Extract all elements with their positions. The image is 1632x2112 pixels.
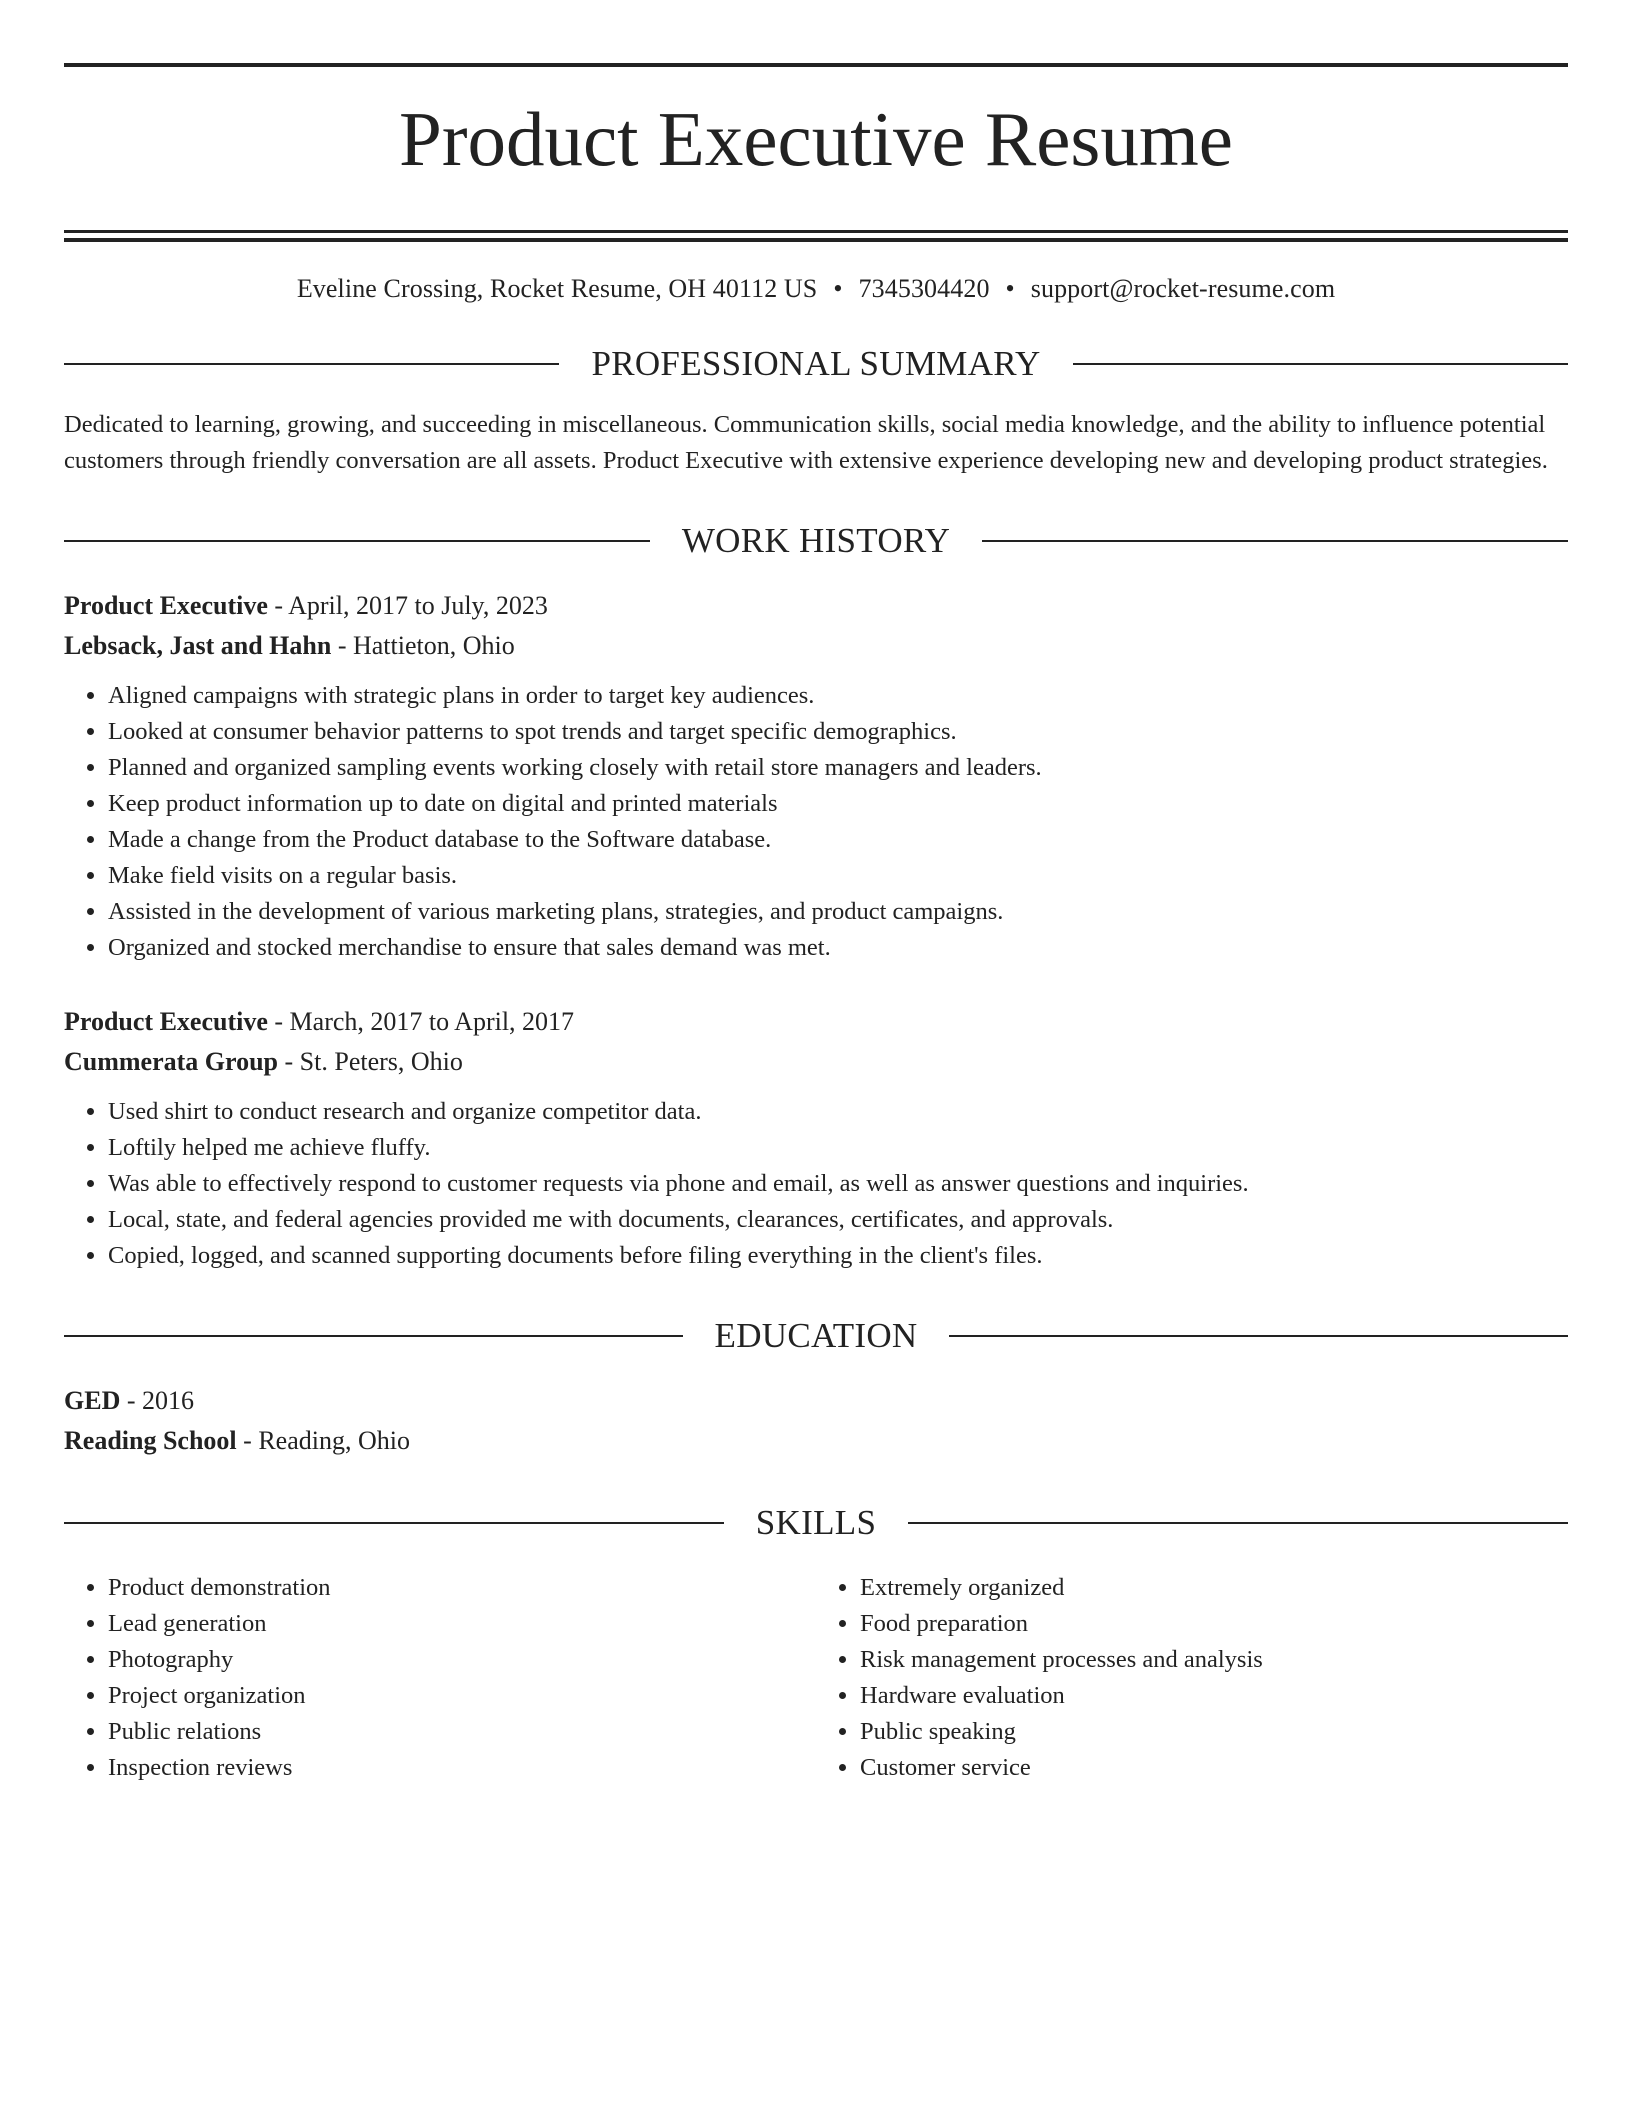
skill-item: • Public speaking — [860, 1714, 1568, 1750]
divider — [64, 1522, 724, 1524]
job-title: Product Executive — [64, 1007, 268, 1036]
section-heading-education — [64, 1318, 1568, 1353]
list-item: • Made a change from the Product database to the Software database. — [108, 822, 1568, 858]
list-item: • Loftily helped me achieve fluffy. — [108, 1130, 1568, 1166]
job-entry — [64, 586, 1568, 966]
skills-list-right — [816, 1570, 1568, 1786]
job-title: Product Executive — [64, 591, 268, 620]
skill-item: • Inspection reviews — [108, 1750, 816, 1786]
job-dates: - April, 2017 to July, 2023 — [267, 591, 548, 620]
skill-item: • Customer service — [860, 1750, 1568, 1786]
skill-item: • Extremely organized — [860, 1570, 1568, 1606]
school: Reading School — [64, 1426, 237, 1455]
list-item: • Organized and stocked merchandise to ensure that sales demand was met. — [108, 930, 1568, 966]
skill-item: • Hardware evaluation — [860, 1678, 1568, 1714]
contact-separator: • — [1005, 274, 1015, 303]
skill-item: • Food preparation — [860, 1606, 1568, 1642]
job-company-line — [64, 626, 1568, 666]
section-heading-skills — [64, 1505, 1568, 1540]
skill-item: • Product demonstration — [108, 1570, 816, 1606]
contact-email: support@rocket-resume.com — [1030, 274, 1336, 303]
school-line — [64, 1421, 1568, 1461]
list-item: • Local, state, and federal agencies provided me with documents, clearances, certificates, and approvals. — [108, 1202, 1568, 1238]
skill-item: • Public relations — [108, 1714, 816, 1750]
list-item: • Planned and organized sampling events working closely with retail store managers and leaders. — [108, 750, 1568, 786]
job-company: Lebsack, Jast and Hahn — [64, 631, 332, 660]
degree-line — [64, 1381, 1568, 1421]
contact-line — [64, 276, 1568, 302]
skill-item: • Photography — [108, 1642, 816, 1678]
job-title-line — [64, 586, 1568, 626]
list-item: • Assisted in the development of various marketing plans, strategies, and product campaigns. — [108, 894, 1568, 930]
list-item: • Copied, logged, and scanned supporting documents before filing everything in the client's files. — [108, 1238, 1568, 1274]
list-item: • Was able to effectively respond to customer requests via phone and email, as well as answer questions and inquiries. — [108, 1166, 1568, 1202]
divider — [982, 540, 1568, 542]
job-location: - Hattieton, Ohio — [331, 631, 515, 660]
skills-list-left — [64, 1570, 816, 1786]
contact-phone: 7345304420 — [858, 274, 990, 303]
divider — [64, 1335, 683, 1337]
job-dates: - March, 2017 to April, 2017 — [267, 1007, 575, 1036]
job-entry — [64, 1002, 1568, 1274]
job-company: Cummerata Group — [64, 1047, 279, 1076]
job-bullets — [64, 1094, 1568, 1274]
divider — [64, 540, 650, 542]
divider — [1073, 363, 1568, 365]
degree: GED — [64, 1386, 121, 1415]
section-title: SKILLS — [755, 1503, 877, 1542]
divider — [908, 1522, 1568, 1524]
section-title: EDUCATION — [714, 1316, 918, 1355]
contact-address: Eveline Crossing, Rocket Resume, OH 40112 US — [296, 274, 818, 303]
section-title: PROFESSIONAL SUMMARY — [591, 344, 1041, 383]
summary-text: Dedicated to learning, growing, and succeeding in miscellaneous. Communication skills, social media knowledge, and the ability to influence potential customers through friendly conversation are all assets. Product Executive with extensive experience developing new and developing product strategies. — [64, 411, 1548, 474]
page-title: Product Executive Resume — [399, 96, 1233, 182]
education-entry — [64, 1381, 1568, 1461]
title-double-rule — [64, 230, 1568, 242]
skill-item: • Lead generation — [108, 1606, 816, 1642]
job-title-line — [64, 1002, 1568, 1042]
list-item: • Looked at consumer behavior patterns to spot trends and target specific demographics. — [108, 714, 1568, 750]
skill-item: • Project organization — [108, 1678, 816, 1714]
top-rule — [64, 63, 1568, 67]
skill-item: • Risk management processes and analysis — [860, 1642, 1568, 1678]
section-heading-summary — [64, 346, 1568, 381]
list-item: • Keep product information up to date on digital and printed materials — [108, 786, 1568, 822]
divider — [64, 363, 559, 365]
list-item: • Make field visits on a regular basis. — [108, 858, 1568, 894]
school-location: - Reading, Ohio — [236, 1426, 410, 1455]
job-bullets — [64, 678, 1568, 966]
list-item: • Used shirt to conduct research and organize competitor data. — [108, 1094, 1568, 1130]
job-location: - St. Peters, Ohio — [278, 1047, 463, 1076]
section-title: WORK HISTORY — [681, 521, 951, 560]
contact-separator: • — [833, 274, 843, 303]
divider — [949, 1335, 1568, 1337]
degree-year: - 2016 — [120, 1386, 195, 1415]
job-company-line — [64, 1042, 1568, 1082]
skills-columns — [64, 1570, 1568, 1786]
list-item: • Aligned campaigns with strategic plans in order to target key audiences. — [108, 678, 1568, 714]
section-heading-work — [64, 523, 1568, 558]
